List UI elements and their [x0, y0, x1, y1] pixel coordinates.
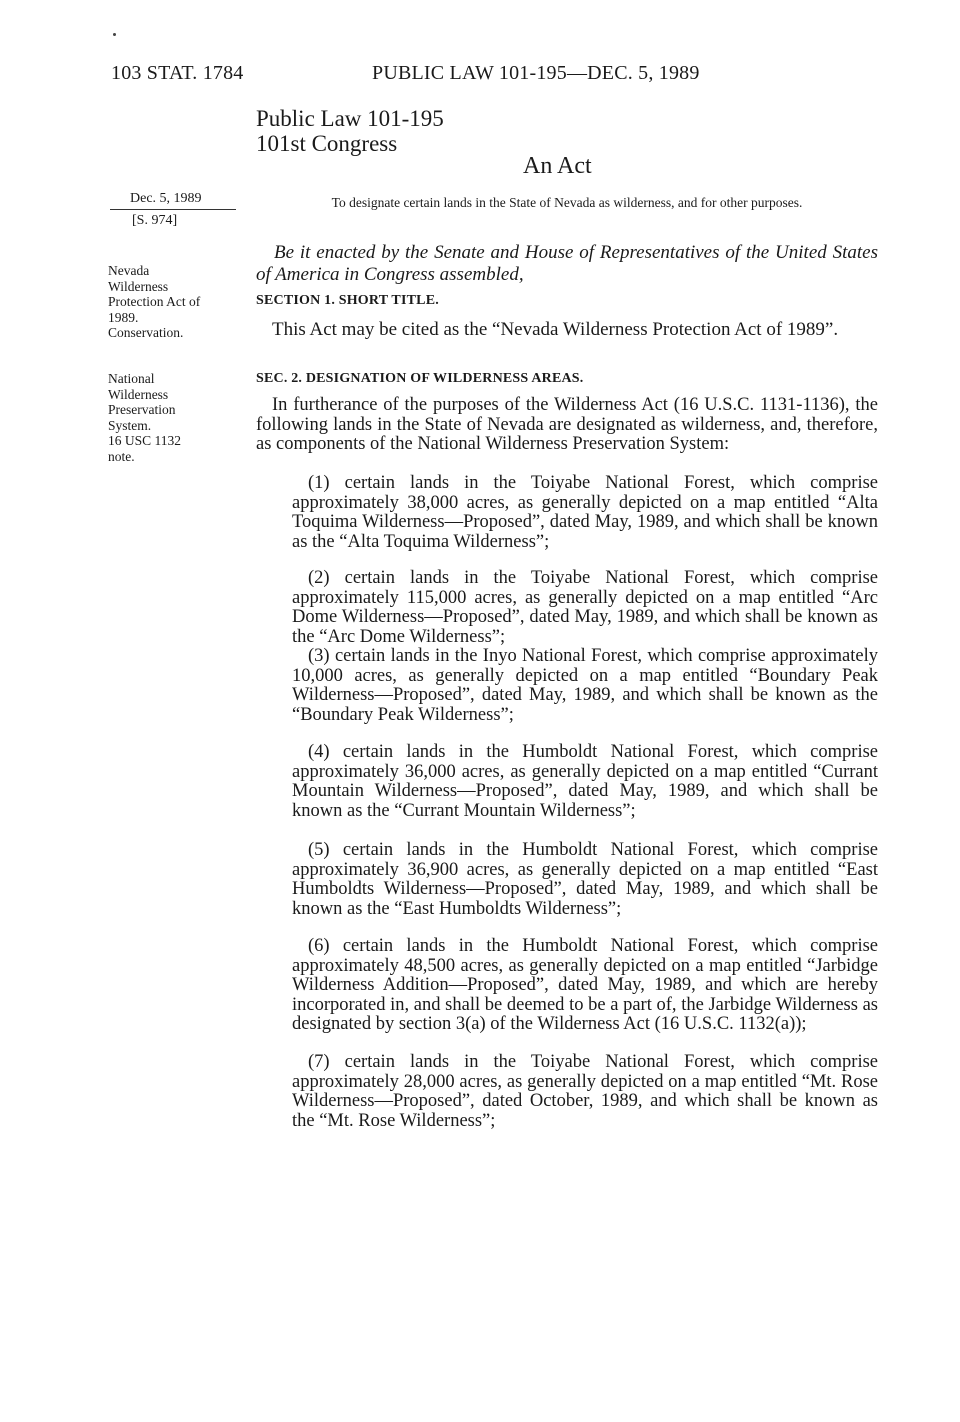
margin-note-line: 16 USC 1132: [108, 433, 182, 448]
enacting-clause: Be it enacted by the Senate and House of Representatives of the United States of America in Congress assembled,: [256, 242, 878, 285]
margin-note-line: System.: [108, 417, 152, 433]
margin-note-line: National: [108, 371, 155, 386]
running-title: PUBLIC LAW 101-195—DEC. 5, 1989: [372, 62, 700, 84]
designation-item: (1) certain lands in the Toiyabe National Forest, which comprise approximately 38,000 acres, as generally depicted on a map entitled “Alta Toquima Wilderness—Proposed”, dated May, 1989, and which shall be known as the “Alta Toquima Wilderness”;: [292, 473, 878, 552]
designation-item: (3) certain lands in the Inyo National Forest, which comprise approximately 10,000 acres, as generally depicted on a map entitled “Boundary Peak Wilderness—Proposed”, dated May, 1989, and which shall be known as the “Boundary Peak Wilderness”;: [292, 646, 878, 725]
act-heading: An Act: [523, 153, 592, 179]
congress-number: 101st Congress: [256, 131, 398, 156]
margin-note-line: Wilderness: [108, 386, 169, 402]
margin-note-line: Conservation.: [108, 325, 184, 340]
margin-note-short-title: [108, 263, 248, 341]
margin-note-line: 1989.: [108, 309, 139, 325]
law-number: Public Law 101-195: [256, 106, 444, 131]
scan-speck: [113, 33, 116, 36]
margin-note-line: Preservation: [108, 402, 176, 417]
margin-note-line: Wilderness: [108, 278, 169, 294]
margin-date: Dec. 5, 1989: [130, 191, 202, 206]
margin-rule: [110, 209, 236, 210]
section-1-heading: SECTION 1. SHORT TITLE.: [256, 293, 439, 308]
designation-item: (7) certain lands in the Toiyabe National Forest, which comprise approximately 28,000 acres, as generally depicted on a map entitled “Mt. Rose Wilderness—Proposed”, dated October, 1989, and which shall be known as the “Mt. Rose Wilderness”;: [292, 1052, 878, 1131]
section-2-heading: SEC. 2. DESIGNATION OF WILDERNESS AREAS.: [256, 371, 584, 386]
margin-note-line: note.: [108, 448, 135, 464]
section-1-text: This Act may be cited as the “Nevada Wilderness Protection Act of 1989”.: [272, 319, 839, 340]
stat-reference: 103 STAT. 1784: [111, 62, 244, 84]
margin-note-designation: [108, 371, 248, 464]
section-2-intro: In furtherance of the purposes of the Wilderness Act (16 U.S.C. 1131-1136), the following lands in the State of Nevada are designated as wilderness, and, therefore, as components of the National Wilderness Preservation System:: [256, 395, 878, 454]
margin-bill-number: [S. 974]: [132, 213, 178, 228]
designation-item: (5) certain lands in the Humboldt National Forest, which comprise approximately 36,900 acres, as generally depicted on a map entitled “East Humboldts Wilderness—Proposed”, dated May, 1989, and which shall be known as the “East Humboldts Wilderness”;: [292, 840, 878, 919]
designation-item: (6) certain lands in the Humboldt National Forest, which comprise approximately 48,500 acres, as generally depicted on a map entitled “Jarbidge Wilderness Addition—Proposed”, dated May, 1989, and which are hereby incorporated in, and shall be deemed to be a part of, the Jarbidge Wilderness as designated by section 3(a) of the Wilderness Act (16 U.S.C. 1132(a));: [292, 936, 878, 1034]
margin-note-line: Nevada: [108, 263, 150, 278]
margin-note-line: Protection Act of: [108, 294, 201, 309]
designation-item: (2) certain lands in the Toiyabe National Forest, which comprise approximately 115,000 acres, as generally depicted on a map entitled “Arc Dome Wilderness—Proposed”, dated May, 1989, and which shall be known as the “Arc Dome Wilderness”;: [292, 568, 878, 647]
designation-item: (4) certain lands in the Humboldt National Forest, which comprise approximately 36,000 acres, as generally depicted on a map entitled “Currant Mountain Wilderness—Proposed”, dated May, 1989, and which shall be known as the “Currant Mountain Wilderness”;: [292, 742, 878, 821]
act-purpose: To designate certain lands in the State of Nevada as wilderness, and for other purposes.: [331, 195, 803, 210]
